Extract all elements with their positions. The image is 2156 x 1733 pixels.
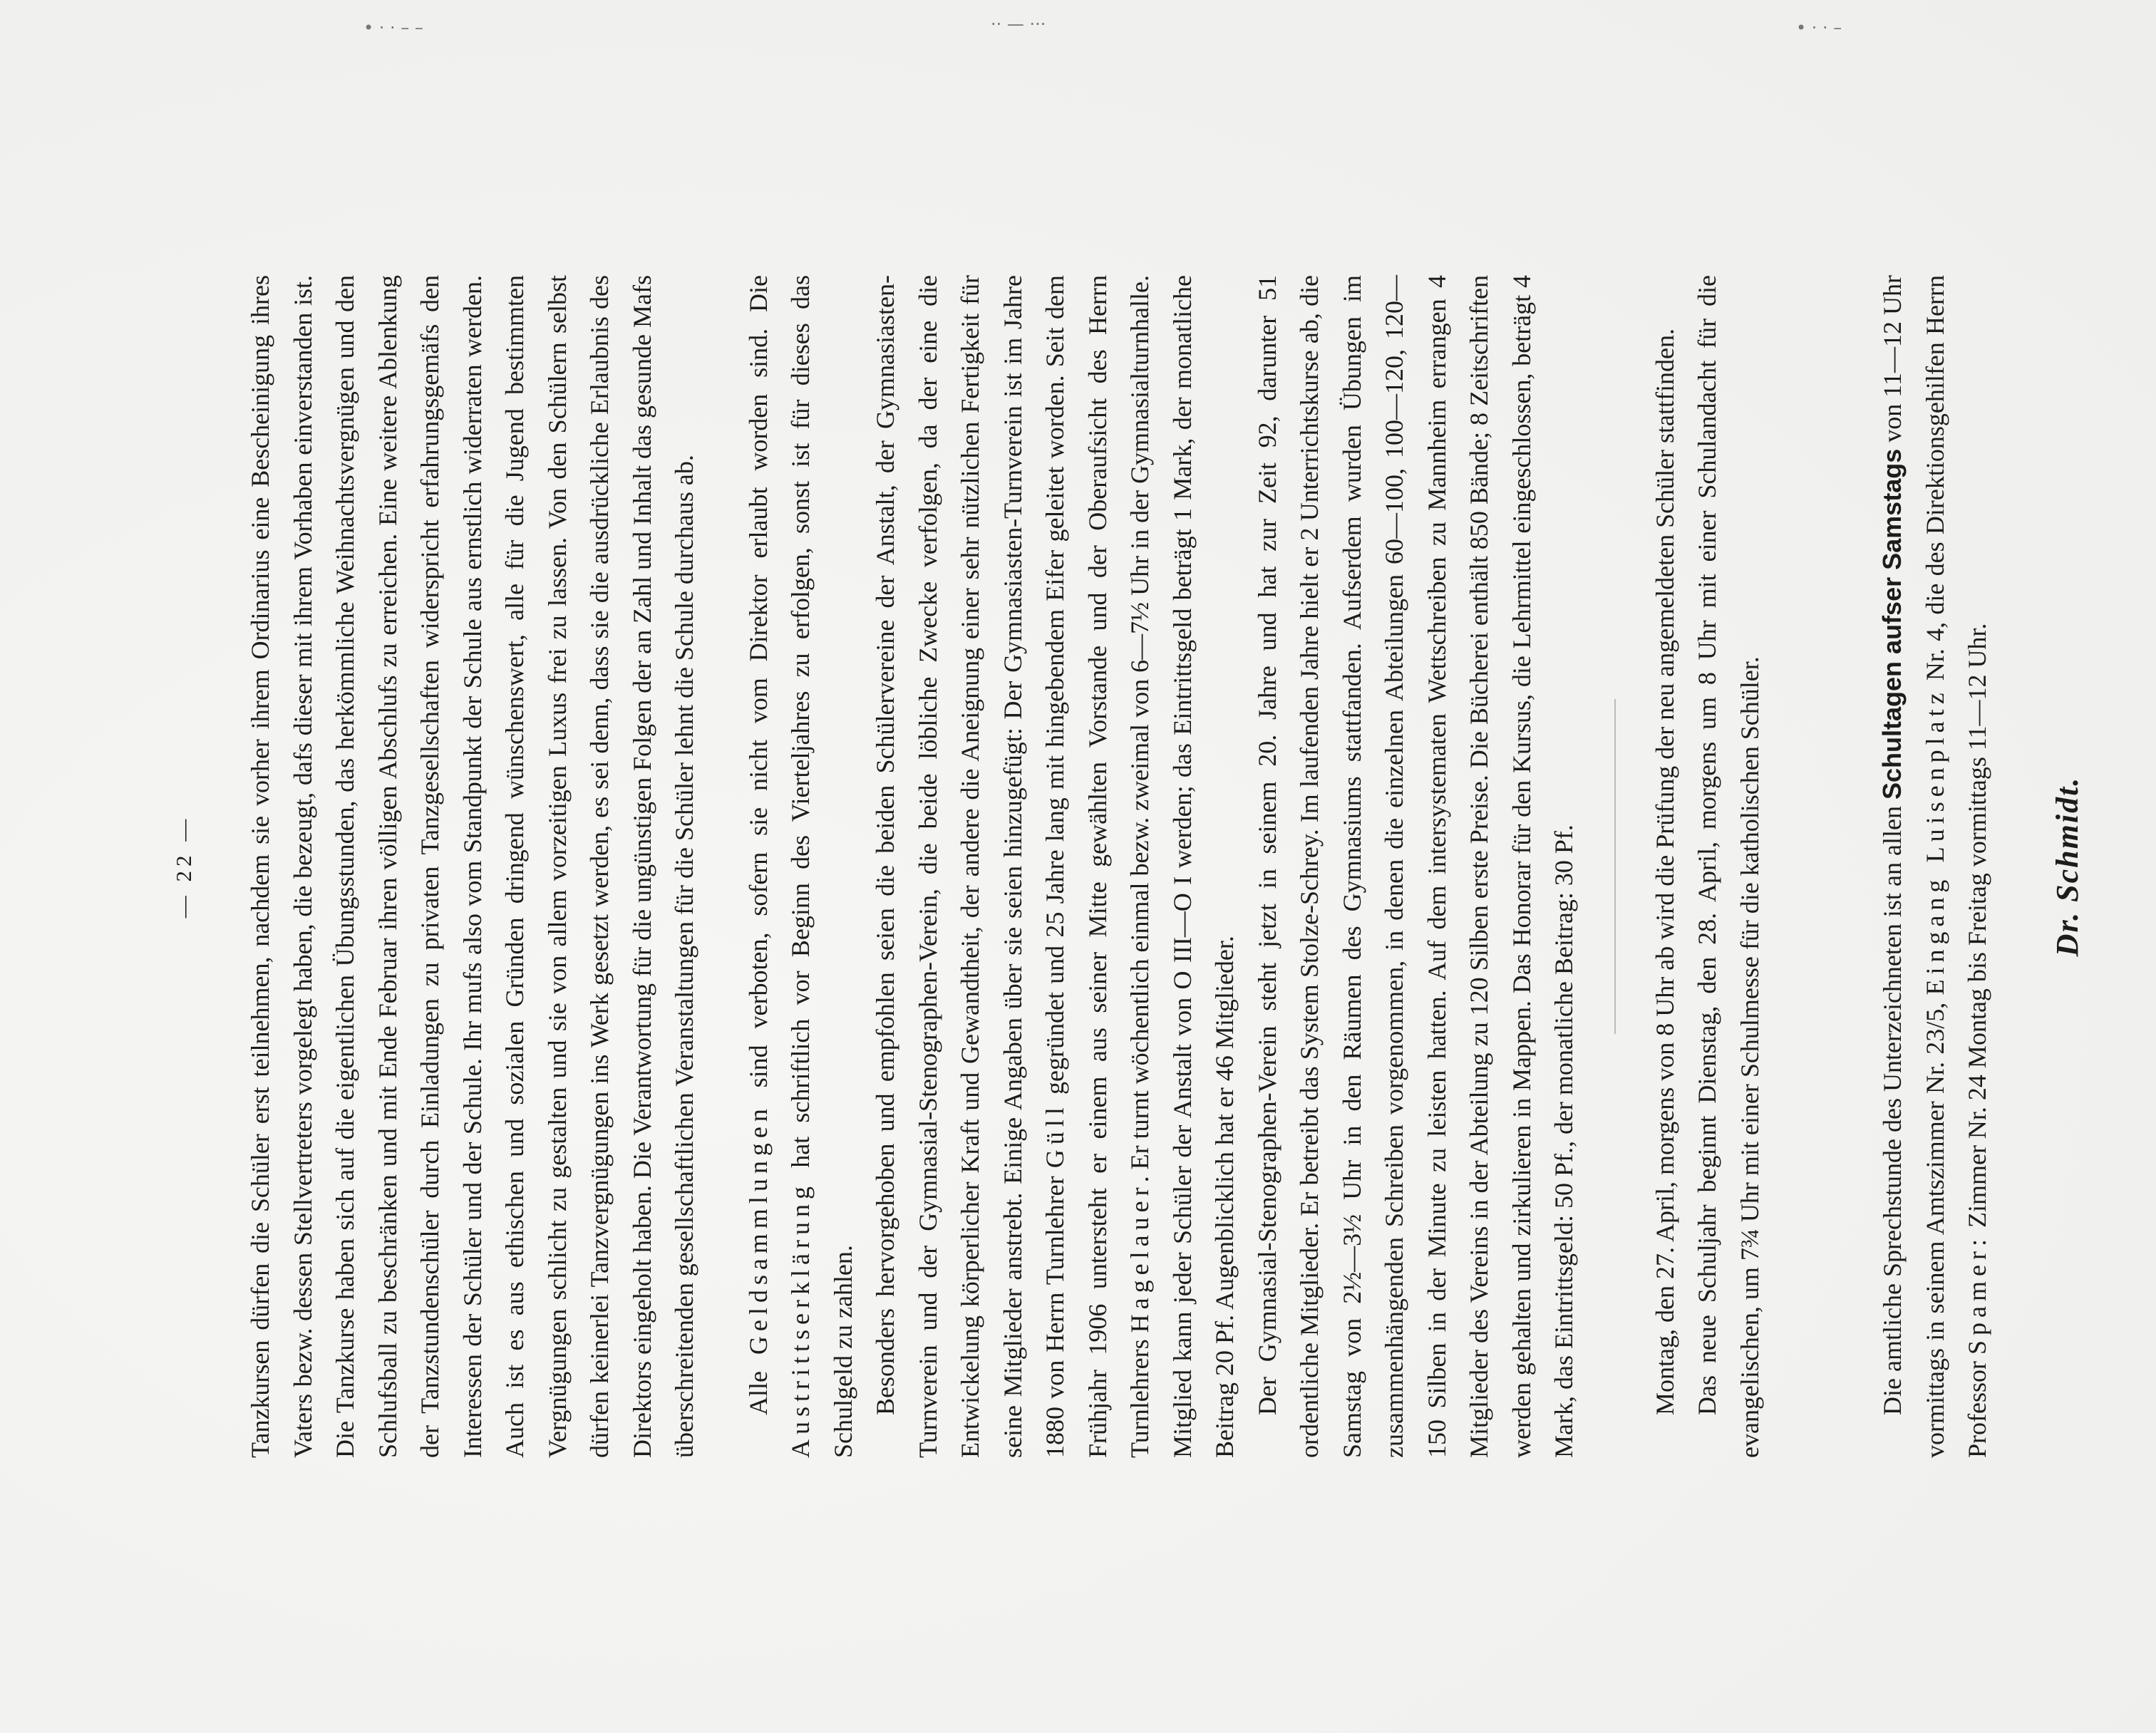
scan-speck: • · · – – (363, 18, 423, 38)
signature: Dr. Schmidt. (2049, 776, 2085, 957)
bold-text: Schultagen aufser Samstags (1877, 448, 1907, 800)
paragraph-pruefung: Montag, den 27. April, morgens von 8 Uhr ab wird die Prüfung der neu angemeldeten Schüler stattfinden. (1650, 328, 1679, 1415)
paragraph-stenographen: Der Gymnasial-Stenographen-Verein steht jetzt in seinem 20. Jahre und hat zur Zeit 92, darunter 51 ordentliche Mitglieder. Er betreibt das System Stolze-Schrey. Im laufenden Jahre hielt er 2 Unterrichtskurse ab, die Samstag von 2½—3½ Uhr in den Räumen des Gymnasiums stattfanden. Aufserdem wurden Übungen im zusammenhängenden Schreiben vorgenommen, in denen die einzelnen Abteilungen 60—100, 100—120, 120—150 Silben in der Minute zu leisten hatten. Auf dem intersystematen Wettschreiben zu Mannheim errangen 4 Mitglieder des Vereins in der Abteilung zu 120 Silben erste Preise. Die Bücherei enthält 850 Bände; 8 Zeitschriften werden gehalten und zirkulieren in Mappen. Das Honorar für den Kursus, die Lehrmittel eingeschlossen, beträgt 4 Mark, das Eintrittsgeld: 50 Pf., der monatliche Beitrag: 30 Pf. (1252, 275, 1578, 1458)
emphasis-text: Spamer: (1963, 1234, 1991, 1355)
scan-speck: ·· — ··· (991, 14, 1046, 34)
emphasis-text: Hagelauer (1125, 1182, 1154, 1333)
paragraph-schuelervereine: Besonders hervorgehoben und empfohlen seien die beiden Schülervereine der Anstalt, der Gymnasiasten-Turnverein und der Gymnasial-Stenographen-Verein, die beide löbliche Zwecke verfolgen, da der eine die Entwickelung körperlicher Kraft und Gewandtheit, der andere die Aneignung einer sehr nützlichen Fertigkeit für seine Mitglieder anstrebt. Einige Angaben über sie seien hinzugefügt: Der Gymnasiasten-Turnverein ist im Jahre 1880 von Herrn Turnlehrer Güll gegründet und 25 Jahre lang mit hingebendem Eifer geleitet worden. Seit dem Frühjahr 1906 untersteht er einem aus seiner Mitte gewählten Vorstande und der Oberaufsicht des Herrn Turnlehrers Hagelauer. Er turnt wöchentlich einmal bezw. zweimal von 6—7½ Uhr in der Gymnasialturnhalle. Mitglied kann jeder Schüler der Anstalt von O III—O I werden; das Eintrittsgeld beträgt 1 Mark, der monatliche Beitrag 20 Pf. Augenblicklich hat er 46 Mitglieder. (871, 275, 1239, 1458)
emphasis-text: Austrittserklärung (786, 1181, 815, 1458)
scan-speck: • · · – (1796, 18, 1842, 38)
emphasis-text: Eingang Luisenplatz (1920, 688, 1949, 995)
rotated-page-content (171, 275, 2085, 1458)
faint-divider (1614, 699, 1616, 1034)
emphasis-text: Güll (1041, 1102, 1069, 1169)
paragraph-geldsammlungen: Alle Geldsammlungen sind verboten, sofern sie nicht vom Direktor erlaubt worden sind. Die Austrittserklärung hat schriftlich vor Beginn des Vierteljahres zu erfolgen, sonst ist für dieses das Schulgeld zu zahlen. (743, 275, 857, 1458)
paragraph-schuljahr: Das neue Schuljahr beginnt Dienstag, den 28. April, morgens um 8 Uhr mit einer Schulandacht für die evangelischen, um 7¾ Uhr mit einer Schulmesse für die katholischen Schüler. (1693, 275, 1764, 1458)
emphasis-text: Geldsammlungen (743, 1104, 773, 1355)
paragraph-sprechstunde: Die amtliche Sprechstunde des Unterzeichneten ist an allen Schultagen aufser Samstags von 11—12 Uhr vormittags in seinem Amtszimmer Nr. 23/5, Eingang Luisenplatz Nr. 4, die des Direktionsgehilfen Herrn Professor Spamer: Zimmer Nr. 24 Montag bis Freitag vormittags 11—12 Uhr. (1877, 275, 1991, 1458)
paragraph-tanzkurse: Tanzkursen dürfen die Schüler erst teilnehmen, nachdem sie vorher ihrem Ordinarius eine Bescheinigung ihres Vaters bezw. dessen Stellvertreters vorgelegt haben, die bezeugt, dafs dieser mit ihrem Vorhaben einverstanden ist. Die Tanzkurse haben sich auf die eigentlichen Übungsstunden, das herkömmliche Weihnachtsvergnügen und den Schlufsball zu beschränken und mit Ende Februar ihren völligen Abschlufs zu erreichen. Eine weitere Ablenkung der Tanzstundenschüler durch Einladungen zu privaten Tanzgesellschaften widerspricht erfahrungsgemäfs den Interessen der Schüler und der Schule. Ihr mufs also vom Standpunkt der Schule aus ernstlich widerraten werden. Auch ist es aus ethischen und sozialen Gründen dringend wünschenswert, alle für die Jugend bestimmten Vergnügungen schlicht zu gestalten und sie von allem vorzeitigen Luxus frei zu lassen. Von den Schülern selbst dürfen keinerlei Tanzvergnügungen ins Werk gesetzt werden, es sei denn, dass sie die ausdrückliche Erlaubnis des Direktors eingeholt haben. Die Verantwortung für die ungünstigen Folgen der an Zahl und Inhalt das gesunde Mafs überschreitenden gesellschaftlichen Veranstaltungen für die Schüler lehnt die Schule durchaus ab. (246, 275, 698, 1458)
page-number: — 22 — (171, 814, 196, 919)
